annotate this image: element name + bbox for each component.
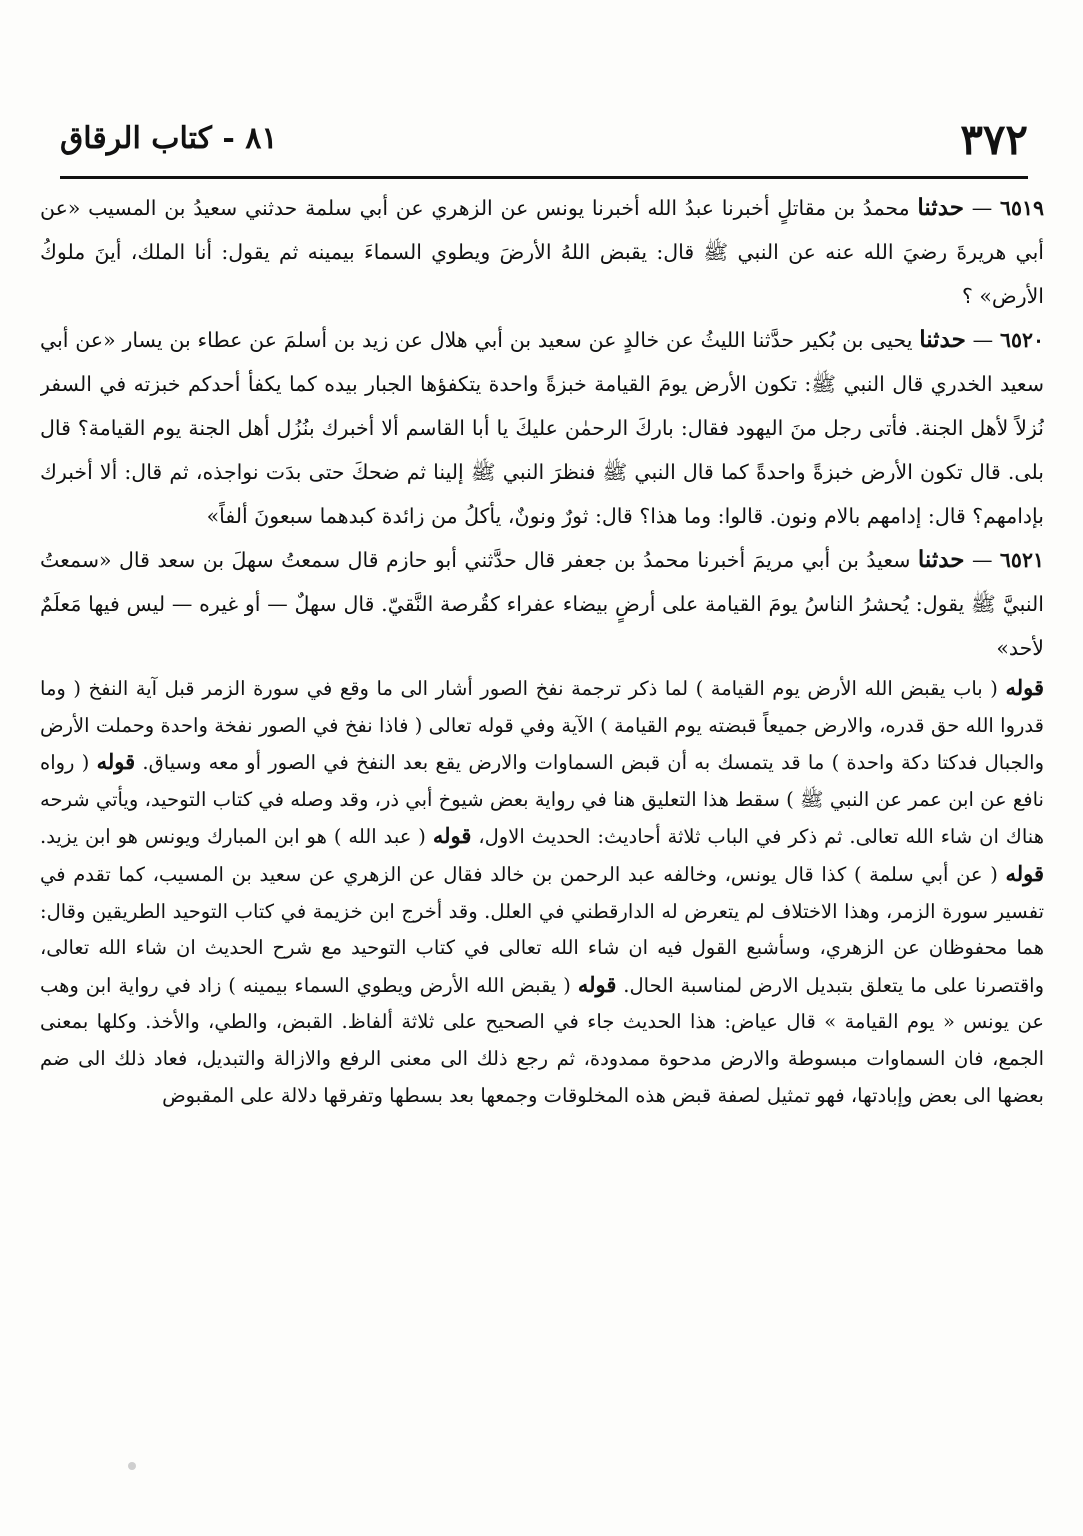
qawluhu-marker: قوله bbox=[96, 749, 136, 775]
commentary-text: ( عن أبي سلمة ) كذا قال يونس، وخالفه عبد الرحمن بن خالد فقال عن الزهري عن سعيد بن المسيب، كما تقدم في تفسير سورة الزمر، وهذا الاختلاف لم يتعرض له الدارقطني في العلل. وقد أخرج ابن خزيمة في كتاب التوحيد الطريقين وقال: هما محفوظان عن الزهري، وسأشبع القول فيه ان شاء الله تعالى في كتاب التوحيد مع شرح الحديث ان شاء الله تعالى، واقتصرنا على ما يتعلق بتبديل الارض لمناسبة الحال. bbox=[40, 862, 1044, 997]
hadith-dash: — bbox=[972, 328, 994, 352]
haddathana-word: حدثنا bbox=[917, 546, 965, 573]
hadith-text: محمدُ بن مقاتلٍ أخبرنا عبدُ الله أخبرنا يونس عن الزهري عن أبي سلمة حدثني سعيدُ بن المسيب «عن أبي هريرةَ رضيَ الله عنه عن النبي ﷺ قال: يقبض اللهُ الأرضَ ويطوي السماءَ بيمينه ثم يقول: أنا الملك، أينَ ملوكُ الأرض» ؟ bbox=[40, 196, 1044, 308]
commentary-text: ( رواه نافع عن ابن عمر عن النبي ﷺ ) سقط هذا التعليق هنا في رواية بعض شيوخ أبي ذر، وقد وصله في كتاب التوحيد، ويأتي شرحه هناك ان شاء الله تعالى. ثم ذكر في الباب ثلاثة أحاديث: الحديث الاول، bbox=[40, 751, 1044, 849]
commentary-text: ( عبد الله ) هو ابن المبارك ويونس هو ابن يزيد. bbox=[40, 825, 426, 849]
qawluhu-marker: قوله bbox=[577, 971, 617, 997]
chapter-title: ٨١ - كتاب الرقاق bbox=[60, 121, 278, 156]
hadith-text: يحيى بن بُكير حدَّثنا الليثُ عن خالدٍ عن سعيد بن أبي هلال عن زيد بن أسلمَ عن عطاء بن يسار «عن أبي سعيد الخدري قال النبي ﷺ: تكون الأرض يومَ القيامة خبزةً واحدة يتكفؤها الجبار بيده كما يكفأ أحدكم خبزته في السفر نُزلاً لأهل الجنة. فأتى رجل منَ اليهود فقال: باركَ الرحمٰن عليكَ يا أبا القاسم ألا أخبرك بنُزُل أهل الجنة يوم القيامة؟ قال بلى. قال تكون الأرض خبزةً واحدةً كما قال النبي ﷺ فنظرَ النبي ﷺ إلينا ثم ضحكَ حتى بدَت نواجذه، ثم قال: ألا أخبرك بإدامهم؟ قال: إدامهم بالام ونون. قالوا: وما هذا؟ قال: ثورٌ ونونٌ، يأكلُ من زائدة كبدهما سبعونَ ألفاً» bbox=[40, 328, 1044, 528]
hadith-number: ٦٥٢١ bbox=[999, 548, 1044, 572]
faint-ink-dot bbox=[128, 1462, 136, 1470]
hadith-number: ٦٥٢٠ bbox=[999, 328, 1044, 352]
qawluhu-marker: قوله bbox=[432, 823, 472, 849]
hadith-dash: — bbox=[971, 196, 993, 220]
hadith-6519 bbox=[40, 186, 1044, 318]
haddathana-word: حدثنا bbox=[917, 194, 964, 221]
commentary-text: ( باب يقبض الله الأرض يوم القيامة ) لما ذكر ترجمة نفخ الصور أشار الى ما وقع في سورة الزمر قبل آية النفخ ( وما قدروا الله حق قدره، والارض جميعاً قبضته يوم القيامة ) الآية وفي قوله تعالى ( فاذا نفخ في الصور نفخة واحدة وحملت الأرض والجبال فدكتا دكة واحدة ) ما قد يتمسك به أن قبض السماوات والارض يقع بعد النفخ في الصور أو معه وسياق. bbox=[40, 677, 1044, 775]
page-number: ٣٧٢ bbox=[960, 115, 1028, 164]
hadith-dash: — bbox=[971, 548, 993, 572]
qawluhu-marker: قوله bbox=[1005, 675, 1044, 700]
hadith-6521 bbox=[40, 538, 1044, 670]
hadith-6520 bbox=[40, 318, 1044, 538]
commentary-text: ( يقبض الله الأرض ويطوي السماء بيمينه ) زاد في رواية ابن وهب عن يونس « يوم القيامة » قال عياض: هذا الحديث جاء في الصحيح على ثلاثة ألفاظ. القبض، والطي، والأخذ. وكلها بمعنى الجمع، فان السماوات مبسوطة والارض مدحوة ممدودة، ثم رجع ذلك الى معنى الرفع والازالة والتبديل، فعاد ذلك الى ضم بعضها الى بعض وإبادتها، فهو تمثيل لصفة قبض هذه المخلوقات وجمعها بعد بسطها وتفرقها دلالة على المقبوض bbox=[40, 973, 1044, 1107]
hadith-text: سعيدُ بن أبي مريمَ أخبرنا محمدُ بن جعفر قال حدَّثني أبو حازم قال سمعتُ سهلَ بن سعد قال «سمعتُ النبيَّ ﷺ يقول: يُحشرُ الناسُ يومَ القيامة على أرضٍ بيضاء عفراء كقُرصة النَّقيّ. قال سهلٌ — أو غيره — ليس فيها مَعلَمٌ لأحد» bbox=[40, 548, 1044, 660]
qawluhu-marker: قوله bbox=[1005, 860, 1044, 886]
commentary bbox=[40, 670, 1044, 1114]
body-text bbox=[40, 186, 1044, 1516]
hadith-number: ٦٥١٩ bbox=[999, 196, 1044, 220]
header-rule bbox=[60, 176, 1028, 179]
page-header bbox=[60, 110, 1028, 170]
haddathana-word: حدثنا bbox=[919, 326, 966, 353]
